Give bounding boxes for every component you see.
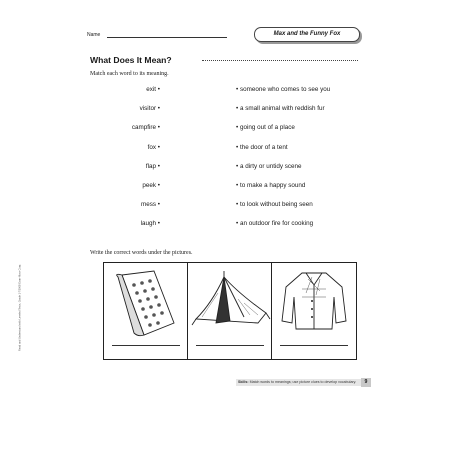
answer-line-3[interactable] — [280, 345, 348, 346]
name-write-line — [107, 37, 227, 38]
dotted-rule — [202, 60, 358, 61]
match-meaning[interactable]: • a small animal with reddish fur — [236, 105, 325, 113]
story-title-badge: Max and the Funny Fox — [254, 27, 360, 42]
footer-skills-label: Skills: — [238, 380, 249, 384]
footer-skills-text: Match words to meanings; use picture clues to develop vocabulary. — [249, 380, 357, 384]
tent-picture — [188, 263, 272, 343]
picture-box-sleeping-bag — [103, 262, 189, 360]
section-heading: What Does It Mean? — [90, 55, 172, 65]
answer-line-1[interactable] — [112, 345, 180, 346]
match-word[interactable]: mess • — [141, 201, 160, 209]
matching-instructions: Match each word to its meaning. — [90, 71, 169, 77]
match-word[interactable]: visitor • — [139, 105, 160, 113]
match-word[interactable]: laugh • — [140, 220, 160, 228]
answer-line-2[interactable] — [196, 345, 264, 346]
page-number: 9 — [361, 378, 371, 387]
match-meaning[interactable]: • the door of a tent — [236, 143, 288, 151]
picture-instructions: Write the correct words under the pictures. — [90, 250, 193, 256]
match-meaning[interactable]: • someone who comes to see you — [236, 86, 331, 93]
match-word[interactable]: campfire • — [131, 124, 160, 132]
sleeping-bag-picture — [104, 263, 188, 343]
match-meaning[interactable]: • a dirty or untidy scene — [236, 162, 302, 170]
match-word[interactable]: flap • — [145, 162, 160, 170]
footer-skills — [238, 380, 356, 384]
picture-box-tent — [187, 262, 273, 360]
match-meaning[interactable]: • to make a happy sound — [236, 182, 306, 189]
match-meaning[interactable]: • an outdoor fire for cooking — [236, 220, 314, 228]
name-label: Name — [87, 32, 101, 38]
match-meaning[interactable]: • going out of a place — [236, 124, 295, 132]
match-word[interactable]: exit • — [146, 86, 160, 93]
side-copyright-note: Read and Understand with Leveled Texts, Grade 1 ©2008 Evan-Moor Corp. — [18, 264, 22, 351]
match-meaning[interactable]: • to look without being seen — [236, 201, 313, 209]
match-word[interactable]: peek • — [142, 182, 160, 189]
jacket-picture — [272, 263, 356, 343]
match-word[interactable]: fox • — [147, 143, 160, 151]
picture-box-jacket — [271, 262, 357, 360]
